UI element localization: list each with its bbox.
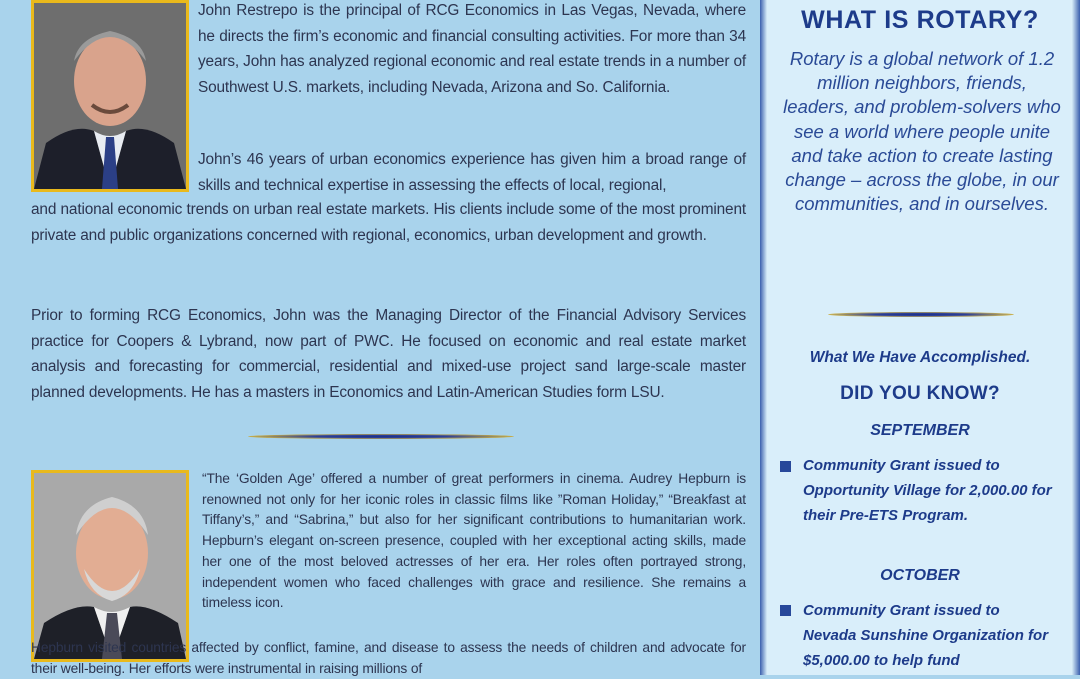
accomplishment-item-october: Community Grant issued to Nevada Sunshine Organization for $5,000.00 to help fund [803,602,1049,670]
john-restrepo-photo [31,0,189,192]
profile1-paragraph-1: John Restrepo is the principal of RCG Economics in Las Vegas, Nevada, where he directs the firm’s economic and financial consulting activities. For more than 34 years, John has analyzed regional economic and real estate trends in a number of Southwest U.S. markets, including Nevada, Arizona and So. California. [198,2,746,96]
did-you-know-heading: DID YOU KNOW? [840,383,1000,404]
accomplishment-item-september: Community Grant issued to Opportunity Village for 2,000.00 for their Pre-ETS Program. [803,457,1052,525]
accomplished-heading: What We Have Accomplished. [809,349,1031,366]
profile2-paragraph-1: “The ‘Golden Age’ offered a number of great performers in cinema. Audrey Hepburn is renowned not only for her iconic roles in classic films like ”Roman Holiday,” “Breakfast at Tiffany’s,” and “Sabrina,” but also for her significant contributions to humanitarian work. Hepburn’s elegant on-screen presence, coupled with her exceptional acting skills, made her one of the most beloved actresses of her era. Her roles often portrayed strong, independent women who faced challenges with grace and resilience. She remains a timeless icon. [202,471,746,611]
rotary-sidebar [760,0,1080,675]
profile1-paragraph-2a: John’s 46 years of urban economics experience has given him a broad range of skills and technical expertise in assessing the effects of local, regional, [198,151,746,194]
month-heading-september: SEPTEMBER [870,422,970,439]
sidebar-title: WHAT IS ROTARY? [801,6,1039,34]
square-bullet-icon [780,461,791,472]
profile2-paragraph-2: Hepburn visited countries affected by conflict, famine, and disease to assess the needs of children and advocate for their well-being. Her efforts were instrumental in raising millions of [31,640,746,676]
profile1-paragraph-3: Prior to forming RCG Economics, John was the Managing Director of the Financial Advisory Services practice for Coopers & Lybrand, now part of PWC. He focused on economic and real estate market analysis and forecasting for commercial, residential and mixed-use project sand large-scale master planned developments. He has a masters in Economics and Latin-American Studies form LSU. [31,307,746,401]
month-heading-october: OCTOBER [880,567,960,584]
sidebar-description: Rotary is a global network of 1.2 million neighbors, friends, leaders, and problem-solvers who see a world where people unite and take action to create lasting change – across the globe, in our communities, and in ourselves. [783,48,1061,215]
square-bullet-icon [780,605,791,616]
profile1-paragraph-2b: and national economic trends on urban real estate markets. His clients include some of the most prominent private and public organizations concerned with regional, economics, urban development and growth. [31,201,746,244]
section-divider [248,434,514,439]
speaker-photo [31,470,189,662]
sidebar-divider [828,312,1014,317]
